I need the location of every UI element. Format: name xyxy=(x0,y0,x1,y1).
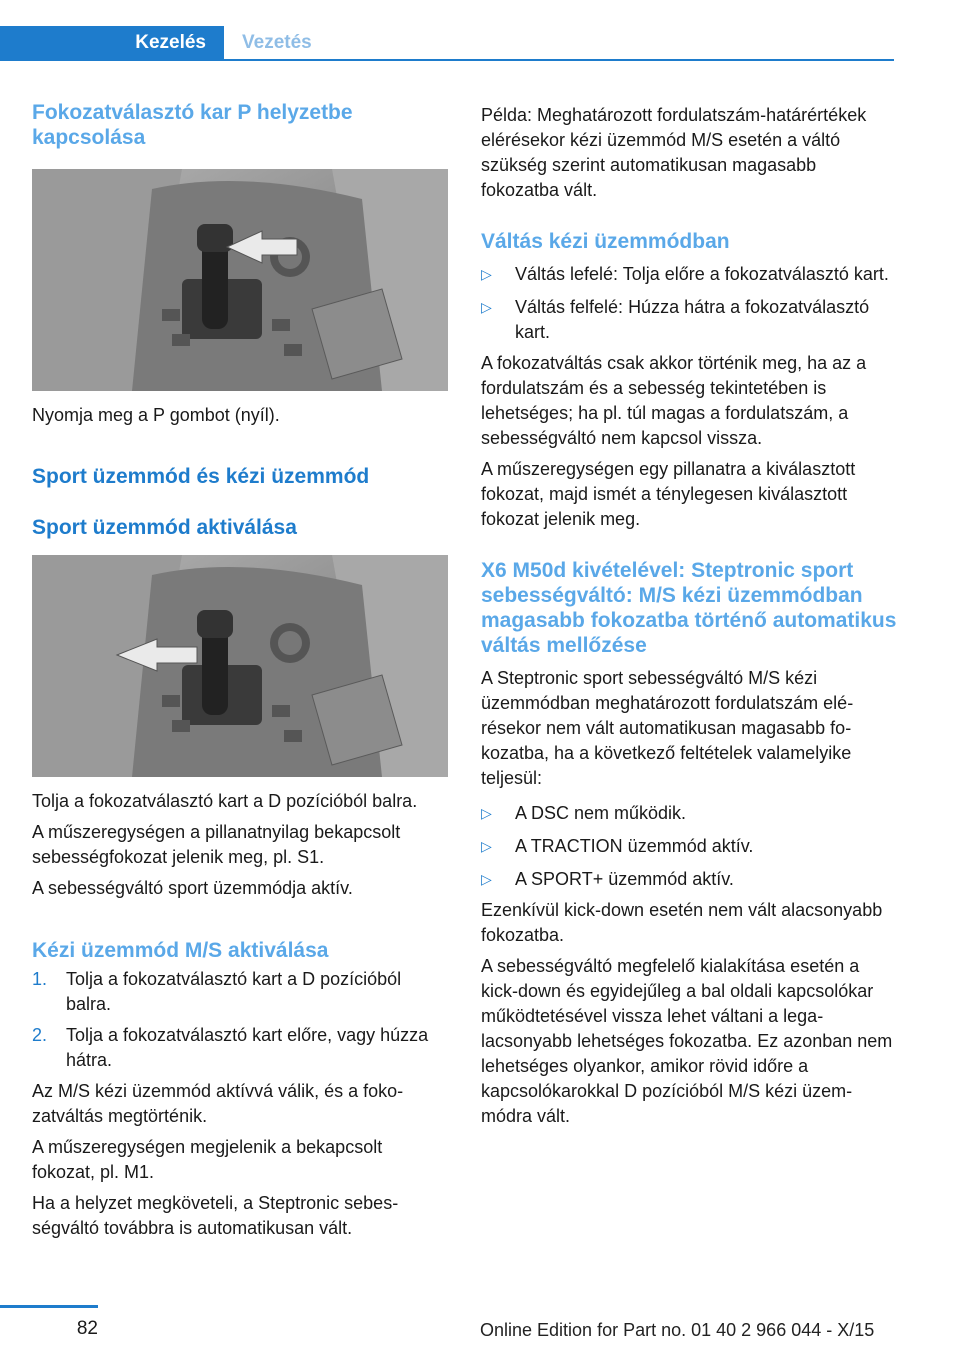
tab-underline xyxy=(0,59,894,61)
chapter-tabs xyxy=(0,26,894,60)
list-item xyxy=(481,262,897,287)
list-item xyxy=(32,967,448,1017)
heading-sport-activate: Sport üzemmód aktiválása xyxy=(32,516,297,539)
list-item xyxy=(481,867,897,892)
step-text: Tolja a fokozatválasztó kart a D pozícióból balra. xyxy=(66,969,402,1014)
footer-rule xyxy=(0,1305,98,1308)
para-steptronic-ms: A Steptronic sport sebességváltó M/S kézi üzemmódban meghatározott fordulatszám elérésekor nem vált automatikusan magasabb fokozatba, ha a következő feltételek valamelyike teljesül: xyxy=(481,668,854,788)
bullet-text: Váltás lefelé: Tolja előre a fokozatválasztó kart. xyxy=(515,264,889,284)
steps-list xyxy=(32,967,448,1073)
console-illustration-2 xyxy=(32,555,448,777)
gear-selector-photo-left xyxy=(32,555,448,777)
heading-manual-shift: Váltás kézi üzemmódban xyxy=(481,230,730,253)
bullet-text: Váltás felfelé: Húzza hátra a fokozatválasztó kart. xyxy=(515,297,870,342)
tab-vezetes[interactable]: Vezetés xyxy=(242,32,312,53)
para-shift-condition: A fokozatváltás csak akkor történik meg, ha az a fordulatszám és a sebesség tekintetében is lehetséges; ha pl. túl magas a fordulatszám, a sebességváltó nem kapcsol vissza. xyxy=(481,353,867,448)
para-kickdown-paddle: A sebességváltó megfelelő kialakítása esetén a kick-down és egyidejűleg a bal oldali kapcsolókar működtetésével vissza lehet váltani a legalacsonyabb lehetséges fokozatba. Ez azonban nem lehetséges olyankor, amikor rövid időre a kapcsolókarokkal D pozícióból M/S kézi üzemmódra vált. xyxy=(481,956,893,1126)
para-push-left: Tolja a fokozatválasztó kart a D pozícióból balra. xyxy=(32,791,418,811)
list-item xyxy=(481,295,897,345)
bullet-text: A TRACTION üzemmód aktív. xyxy=(515,836,754,856)
page-number: 82 xyxy=(76,1318,98,1339)
step-number: 2. xyxy=(32,1025,48,1045)
para-kickdown: Ezenkívül kick-down esetén nem vált alacsonyabb fokozatba. xyxy=(481,900,883,945)
right-column xyxy=(481,103,897,1129)
heading-p-position: Fokozatválasztó kar P helyzetbe kapcsolása xyxy=(32,101,353,149)
para-ms-active: Az M/S kézi üzemmód aktívvá válik, és a fokozatváltás megtörténik. xyxy=(32,1081,404,1126)
triangle-bullet-icon: ▷ xyxy=(481,871,492,887)
heading-manual-activate: Kézi üzemmód M/S aktiválása xyxy=(32,939,329,962)
condition-bullets xyxy=(481,801,897,892)
left-column xyxy=(32,100,448,1241)
bullet-text: A DSC nem működik. xyxy=(515,803,687,823)
para-press-p: Nyomja meg a P gombot (nyíl). xyxy=(32,405,280,425)
para-gear-display: A műszeregységen a pillanatnyilag bekapcsolt sebességfokozat jelenik meg, pl. S1. xyxy=(32,822,401,867)
footer-edition: Online Edition for Part no. 01 40 2 966 044 - X/15 xyxy=(480,1320,875,1340)
console-illustration xyxy=(32,169,448,391)
bullet-text: A SPORT+ üzemmód aktív. xyxy=(515,869,734,889)
heading-sport-manual: Sport üzemmód és kézi üzemmód xyxy=(32,465,370,488)
step-number: 1. xyxy=(32,969,48,989)
triangle-bullet-icon: ▷ xyxy=(481,805,492,821)
gear-selector-photo-p-button xyxy=(32,169,448,391)
triangle-bullet-icon: ▷ xyxy=(481,838,492,854)
tab-kezeles[interactable]: Kezelés xyxy=(0,26,224,60)
para-gear-m1: A műszeregységen megjelenik a bekapcsolt fokozat, pl. M1. xyxy=(32,1137,383,1182)
heading-x6-exception: X6 M50d kivételével: Steptronic sport sebességváltó: M/S kézi üzemmódban magasabb fokozatba történő automatikus váltás mellőzése xyxy=(481,559,897,657)
para-example: Példa: Meghatározott fordulatszám-határértékek elérésekor kézi üzemmód M/S esetén a váltó szükség szerint automatikusan magasabb fokozatba vált. xyxy=(481,105,867,200)
triangle-bullet-icon: ▷ xyxy=(481,299,492,315)
list-item xyxy=(481,801,897,826)
triangle-bullet-icon: ▷ xyxy=(481,266,492,282)
para-display-brief: A műszeregységen egy pillanatra a kiválasztott fokozat, majd ismét a ténylegesen kiválasztott fokozat jelenik meg. xyxy=(481,459,856,529)
para-steptronic-auto: Ha a helyzet megköveteli, a Steptronic sebességváltó továbbra is automatikusan vált. xyxy=(32,1193,399,1238)
shift-bullets xyxy=(481,262,897,345)
list-item xyxy=(32,1023,448,1073)
step-text: Tolja a fokozatválasztó kart előre, vagy húzza hátra. xyxy=(66,1025,429,1070)
para-sport-active: A sebességváltó sport üzemmódja aktív. xyxy=(32,878,353,898)
list-item xyxy=(481,834,897,859)
